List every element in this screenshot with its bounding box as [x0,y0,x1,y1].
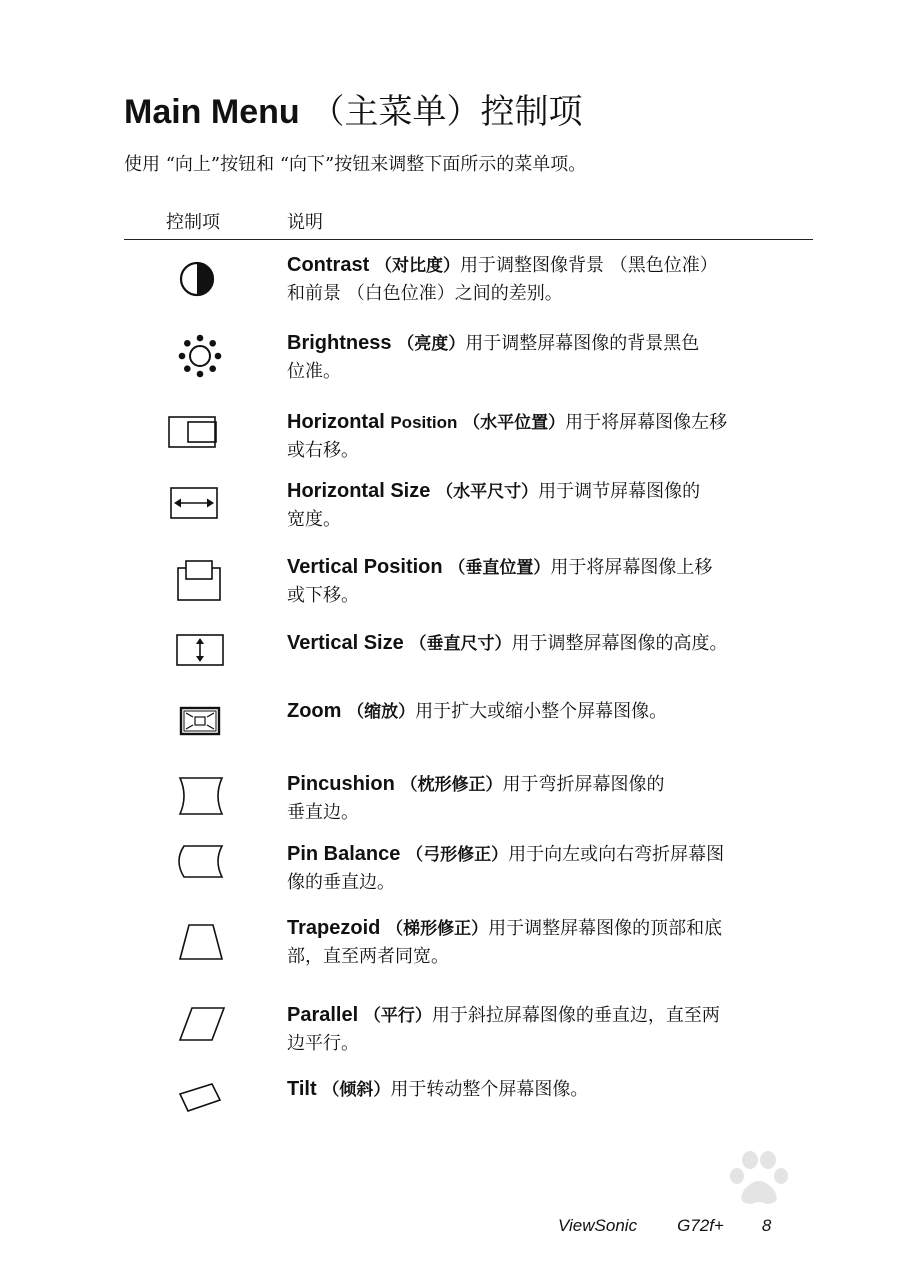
item-text-line1: 用于扩大或缩小整个屏幕图像。 [415,701,668,722]
item-name: Contrast [287,254,370,276]
item-text-line2: 边平行。 [287,1033,359,1054]
item-text-line2: 垂直边。 [287,802,359,823]
item-description [287,330,807,385]
title-english: Main Menu [124,93,300,131]
item-name-main: Horizontal [287,411,385,433]
item-text-line2: 和前景 （白色位准）之间的差别。 [287,283,563,304]
tilt-icon [164,1076,236,1136]
item-text-line2: 位准。 [287,361,341,382]
vertical-position-icon [164,554,236,614]
item-name [287,411,457,433]
item-chinese-name: （水平位置） [463,413,566,433]
item-chinese-name: （对比度） [374,256,460,276]
item-text-line1: 用于调整屏幕图像的顶部和底 [488,918,723,939]
item-name-small: Position [390,413,458,432]
contrast-icon [164,252,236,312]
item-name: Pin Balance [287,843,401,865]
trapezoid-icon [164,915,236,975]
item-text-line2: 部，直至两者同宽。 [287,946,449,967]
column-header-control: 控制项 [166,212,220,233]
item-chinese-name: （水平尺寸） [436,482,539,502]
item-name: Vertical Position [287,556,443,578]
intro-text: 使用 “向上”按钮和 “向下”按钮来调整下面所示的菜单项。 [124,154,587,175]
title-chinese: （主菜单）控制项 [310,92,583,132]
item-chinese-name: （弓形修正） [406,845,509,865]
item-text-line2: 像的垂直边。 [287,872,395,893]
brightness-icon [164,330,236,390]
item-text-line1: 用于转动整个屏幕图像。 [390,1079,589,1100]
item-description [287,841,807,896]
item-text-line1: 用于将屏幕图像左移 [565,412,728,433]
item-chinese-name: （平行） [363,1006,432,1026]
item-chinese-name: （倾斜） [322,1080,391,1100]
item-chinese-name: （缩放） [347,702,416,722]
footer-model: G72f+ [677,1216,724,1235]
item-chinese-name: （梯形修正） [386,919,489,939]
item-description [287,698,807,726]
item-text-line1: 用于弯折屏幕图像的 [502,774,665,795]
item-text-line1: 用于将屏幕图像上移 [550,557,713,578]
item-text-line1: 用于调节屏幕图像的 [538,481,701,502]
vertical-size-icon [164,630,236,690]
item-text-line2: 或下移。 [287,585,359,606]
item-description [287,554,807,609]
item-name: Zoom [287,700,342,722]
item-chinese-name: （垂直位置） [448,558,551,578]
header-divider [124,239,813,240]
column-header-description: 说明 [287,212,323,233]
pincushion-icon [164,771,236,831]
item-description [287,1002,807,1057]
item-description [287,771,807,826]
pin-balance-icon [164,841,236,901]
item-text-line2: 或右移。 [287,440,359,461]
item-name: Tilt [287,1078,317,1100]
item-text-line1: 用于斜拉屏幕图像的垂直边，直至两 [431,1005,720,1026]
item-text-line2: 宽度。 [287,509,341,530]
item-description [287,252,807,307]
item-description [287,915,807,970]
item-description [287,630,807,658]
item-chinese-name: （枕形修正） [400,775,503,795]
item-description [287,409,807,464]
item-text-line1: 用于向左或向右弯折屏幕图 [508,844,725,865]
page-title [124,84,582,133]
parallel-icon [164,1002,236,1062]
item-description [287,478,807,533]
item-chinese-name: （垂直尺寸） [409,634,512,654]
item-name: Brightness [287,332,392,354]
item-name: Pincushion [287,773,395,795]
horizontal-size-icon [164,478,236,538]
page-footer [558,1216,771,1236]
zoom-icon [164,698,236,758]
item-name: Trapezoid [287,917,381,939]
horizontal-position-icon [164,409,236,469]
item-text-line1: 用于调整屏幕图像的背景黑色 [465,333,700,354]
item-text-line1: 用于调整屏幕图像的高度。 [511,633,728,654]
item-name: Parallel [287,1004,359,1026]
item-name: Horizontal Size [287,480,431,502]
item-text-line1: 用于调整图像背景 （黑色位准） [459,255,718,276]
item-description [287,1076,807,1104]
item-name: Vertical Size [287,632,404,654]
footer-brand: ViewSonic [558,1216,638,1235]
footer-page-number: 8 [761,1216,772,1235]
item-chinese-name: （亮度） [397,334,466,354]
